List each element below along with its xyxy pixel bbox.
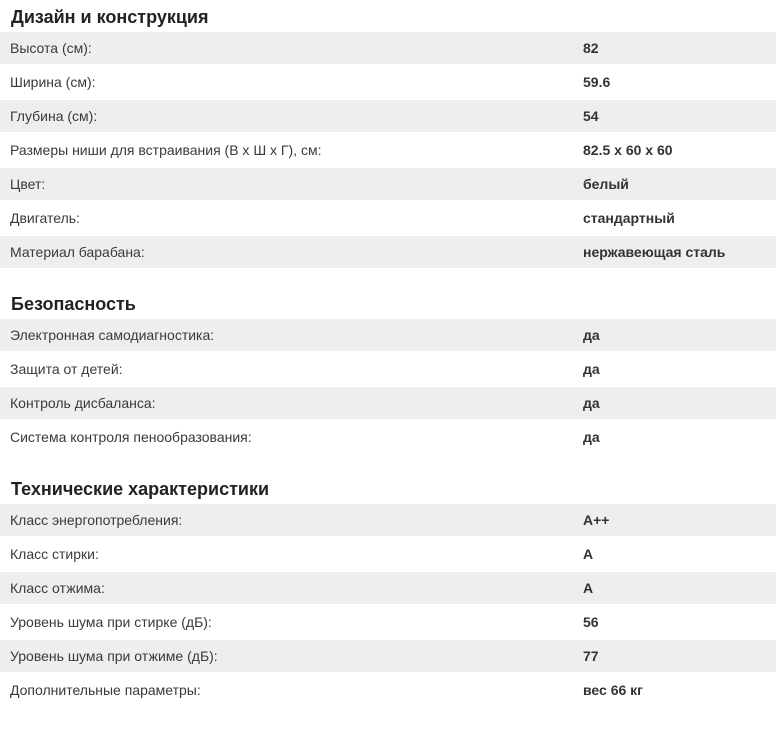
spec-value: да bbox=[583, 429, 600, 445]
spec-value: A++ bbox=[583, 512, 610, 528]
spec-value: 59.6 bbox=[583, 74, 611, 90]
spec-row bbox=[0, 572, 776, 604]
spec-value: вес 66 кг bbox=[583, 682, 643, 698]
spec-row bbox=[0, 236, 776, 268]
spec-section bbox=[0, 480, 776, 706]
spec-row bbox=[0, 538, 776, 570]
spec-row bbox=[0, 606, 776, 638]
spec-value: да bbox=[583, 361, 600, 377]
section-title: Технические характеристики bbox=[11, 479, 270, 499]
spec-label: Электронная самодиагностика: bbox=[10, 327, 215, 343]
spec-value: да bbox=[583, 327, 600, 343]
spec-label: Двигатель: bbox=[10, 210, 80, 226]
spec-row bbox=[0, 134, 776, 166]
spec-label: Размеры ниши для встраивания (В х Ш х Г), см: bbox=[10, 142, 322, 158]
spec-section bbox=[0, 8, 776, 268]
spec-label: Высота (см): bbox=[10, 40, 92, 56]
spec-value: 82.5 x 60 x 60 bbox=[583, 142, 673, 158]
spec-label: Цвет: bbox=[10, 176, 46, 192]
spec-row bbox=[0, 421, 776, 453]
spec-label: Контроль дисбаланса: bbox=[10, 395, 156, 411]
spec-value: 54 bbox=[583, 108, 599, 124]
spec-row bbox=[0, 32, 776, 64]
spec-value: стандартный bbox=[583, 210, 675, 226]
spec-label: Класс отжима: bbox=[10, 580, 105, 596]
spec-label: Ширина (см): bbox=[10, 74, 96, 90]
spec-label: Защита от детей: bbox=[10, 361, 123, 377]
spec-row bbox=[0, 640, 776, 672]
spec-label: Уровень шума при стирке (дБ): bbox=[10, 614, 212, 630]
spec-label: Материал барабана: bbox=[10, 244, 145, 260]
spec-value: 56 bbox=[583, 614, 599, 630]
spec-value: A bbox=[583, 546, 594, 562]
spec-label: Система контроля пенообразования: bbox=[10, 429, 252, 445]
spec-row bbox=[0, 387, 776, 419]
spec-value: 77 bbox=[583, 648, 599, 664]
spec-label: Дополнительные параметры: bbox=[10, 682, 201, 698]
spec-row bbox=[0, 504, 776, 536]
spec-value: 82 bbox=[583, 40, 599, 56]
spec-value: A bbox=[583, 580, 594, 596]
spec-value: да bbox=[583, 395, 600, 411]
spec-row bbox=[0, 202, 776, 234]
spec-label: Уровень шума при отжиме (дБ): bbox=[10, 648, 218, 664]
spec-section bbox=[0, 295, 776, 453]
spec-label: Класс энергопотребления: bbox=[10, 512, 183, 528]
spec-row bbox=[0, 100, 776, 132]
section-title: Безопасность bbox=[11, 294, 136, 314]
spec-row bbox=[0, 168, 776, 200]
spec-label: Класс стирки: bbox=[10, 546, 99, 562]
spec-row bbox=[0, 674, 776, 706]
spec-row bbox=[0, 319, 776, 351]
spec-row bbox=[0, 353, 776, 385]
spec-label: Глубина (см): bbox=[10, 108, 98, 124]
spec-value: белый bbox=[583, 176, 629, 192]
section-title: Дизайн и конструкция bbox=[11, 7, 209, 27]
spec-row bbox=[0, 66, 776, 98]
spec-value: нержавеющая сталь bbox=[583, 244, 726, 260]
